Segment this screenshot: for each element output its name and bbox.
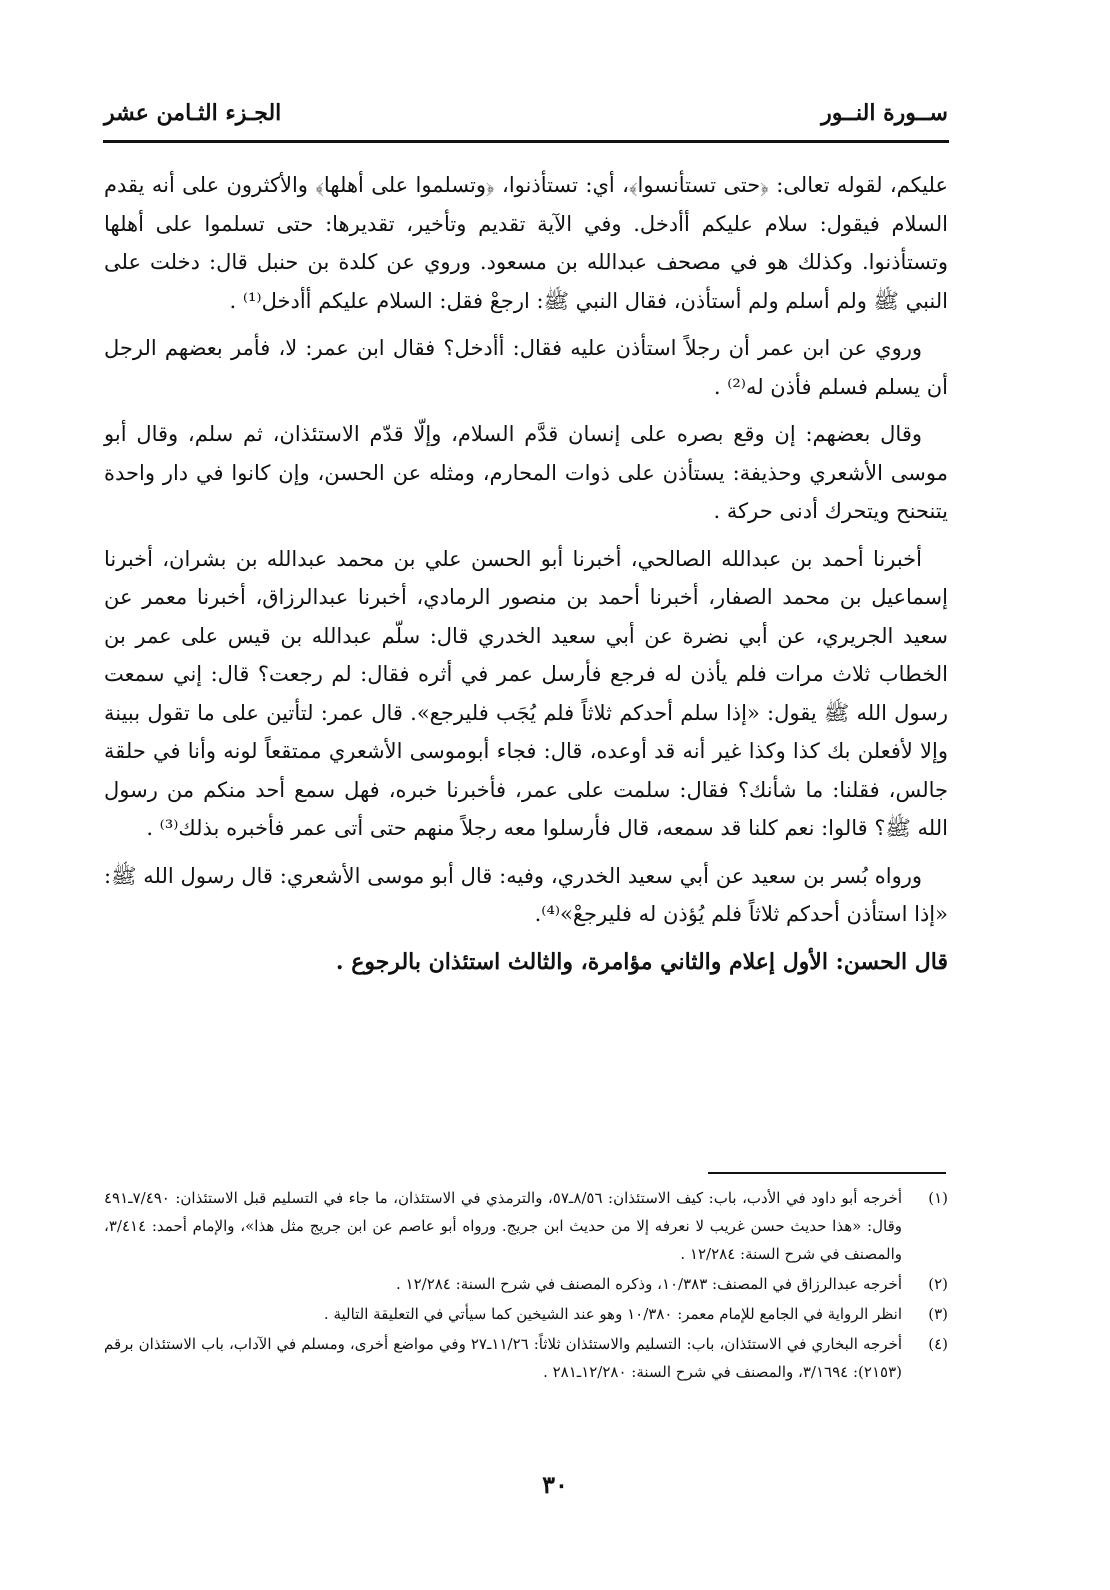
- part-title: الجـزء الثـامن عشر: [104, 100, 282, 126]
- footnote-number: (١): [928, 1189, 948, 1207]
- footnote-number: (٢): [928, 1275, 948, 1293]
- paragraph: عليكم، لقوله تعالى: ﴿حتى تستأنسوا﴾، أي: تستأذنوا، ﴿وتسلموا على أهلها﴾ والأكثرون على أنه يقدم السلام فيقول: سلام عليكم أأدخل. وفي الآية تقديم وتأخير، تقديرها: حتى تسلموا على أهلها وتستأذنوا. وكذلك هو في مصحف عبدالله بن مسعود. وروي عن كلدة بن حنبل قال: دخلت على النبي ﷺ ولم أسلم ولم أستأذن، فقال النبي ﷺ: ارجعْ فقل: السلام عليكم أأدخل⁽¹⁾ .: [104, 173, 949, 313]
- main-text: [104, 166, 948, 990]
- footnote-text: أخرجه البخاري في الاستئذان، باب: التسليم والاستئذان ثلاثاً: ١١/٢٦ـ٢٧ وفي مواضع أخرى، ومسلم في الآداب، باب الاستئذان برقم (٢١٥٣): ٣/١٦٩٤، والمصنف في شرح السنة: ١٢/٢٨٠ـ٢٨١ .: [104, 1335, 903, 1381]
- surah-title: ســورة النــور: [821, 100, 948, 126]
- footnote-divider: [708, 1172, 946, 1174]
- footnote-number: (٣): [928, 1305, 948, 1323]
- footnote-text: أخرجه أبو داود في الأدب، باب: كيف الاستئذان: ٨/٥٦ـ٥٧، والترمذي في الاستئذان، ما جاء في التسليم قبل الاستئذان: ٧/٤٩٠ـ٤٩١ وقال: «هذا حديث حسن غريب لا نعرفه إلا من حديث ابن جريج. ورواه أبو عاصم عن ابن جريج مثل هذا»، والإمام أحمد: ٣/٤١٤، والمصنف في شرح السنة: ١٢/٢٨٤ .: [104, 1189, 902, 1263]
- footnote-text: انظر الرواية في الجامع للإمام معمر: ١٠/٣٨٠ وهو عند الشيخين كما سيأتي في التعليقة التالية .: [323, 1305, 902, 1323]
- footnotes: [104, 1184, 948, 1388]
- footnote-text: أخرجه عبدالرزاق في المصنف: ١٠/٣٨٣، وذكره المصنف في شرح السنة: ١٢/٢٨٤ .: [395, 1275, 902, 1293]
- footnote: [104, 1184, 948, 1268]
- header-divider: [103, 140, 949, 143]
- paragraph: قال الحسن: الأول إعلام والثاني مؤامرة، والثالث استئذان بالرجوع .: [335, 948, 948, 975]
- footnote: [104, 1330, 948, 1386]
- paragraph: أخبرنا أحمد بن عبدالله الصالحي، أخبرنا أبو الحسن علي بن محمد عبدالله بن بشران، أخبرنا إسماعيل بن محمد الصفار، أخبرنا أحمد بن منصور الرمادي، أخبرنا عبدالرزاق، أخبرنا معمر عن سعيد الجريري، عن أبي نضرة عن أبي سعيد الخدري قال: سلّم عبدالله بن قيس على عمر بن الخطاب ثلاث مرات فلم يأذن له فرجع فأرسل عمر في أثره فقال: لم رجعت؟ قال: إني سمعت رسول الله ﷺ يقول: «إذا سلم أحدكم ثلاثاً فلم يُجَب فليرجع». قال عمر: لتأتين على ما تقول ببينة وإلا لأفعلن بك كذا وكذا غير أنه قد أوعده، قال: فجاء أبوموسى الأشعري ممتقعاً لونه وأنا في حلقة جالس، فقلنا: ما شأنك؟ فقال: سلمت على عمر، فأخبرنا خبره، فهل سمع أحد منكم من رسول الله ﷺ؟ قالوا: نعم كلنا قد سمعه، قال فأرسلوا معه رجلاً منهم حتى أتى عمر فأخبره بذلك⁽³⁾ .: [104, 546, 948, 840]
- page-number: ٣٠: [542, 1470, 568, 1499]
- paragraph: وروي عن ابن عمر أن رجلاً استأذن عليه فقال: أأدخل؟ فقال ابن عمر: لا، فأمر بعضهم الرجل أن يسلم فسلم فأذن له⁽²⁾ .: [104, 336, 948, 399]
- paragraph: ورواه بُسر بن سعيد عن أبي سعيد الخدري، وفيه: قال أبو موسى الأشعري: قال رسول الله ﷺ: «إذا استأذن أحدكم ثلاثاً فلم يُؤذن له فليرجعْ»⁽⁴⁾.: [104, 863, 948, 926]
- paragraph: وقال بعضهم: إن وقع بصره على إنسان قدَّم السلام، وإلّا قدّم الاستئذان، ثم سلم، وقال أبو موسى الأشعري وحذيفة: يستأذن على ذوات المحارم، ومثله عن الحسن، وإن كانوا في دار واحدة يتنحنح ويتحرك أدنى حركة .: [104, 422, 948, 523]
- footnote: [104, 1300, 948, 1328]
- running-header: [104, 92, 948, 134]
- footnote-number: (٤): [928, 1335, 948, 1353]
- footnote: [104, 1270, 948, 1298]
